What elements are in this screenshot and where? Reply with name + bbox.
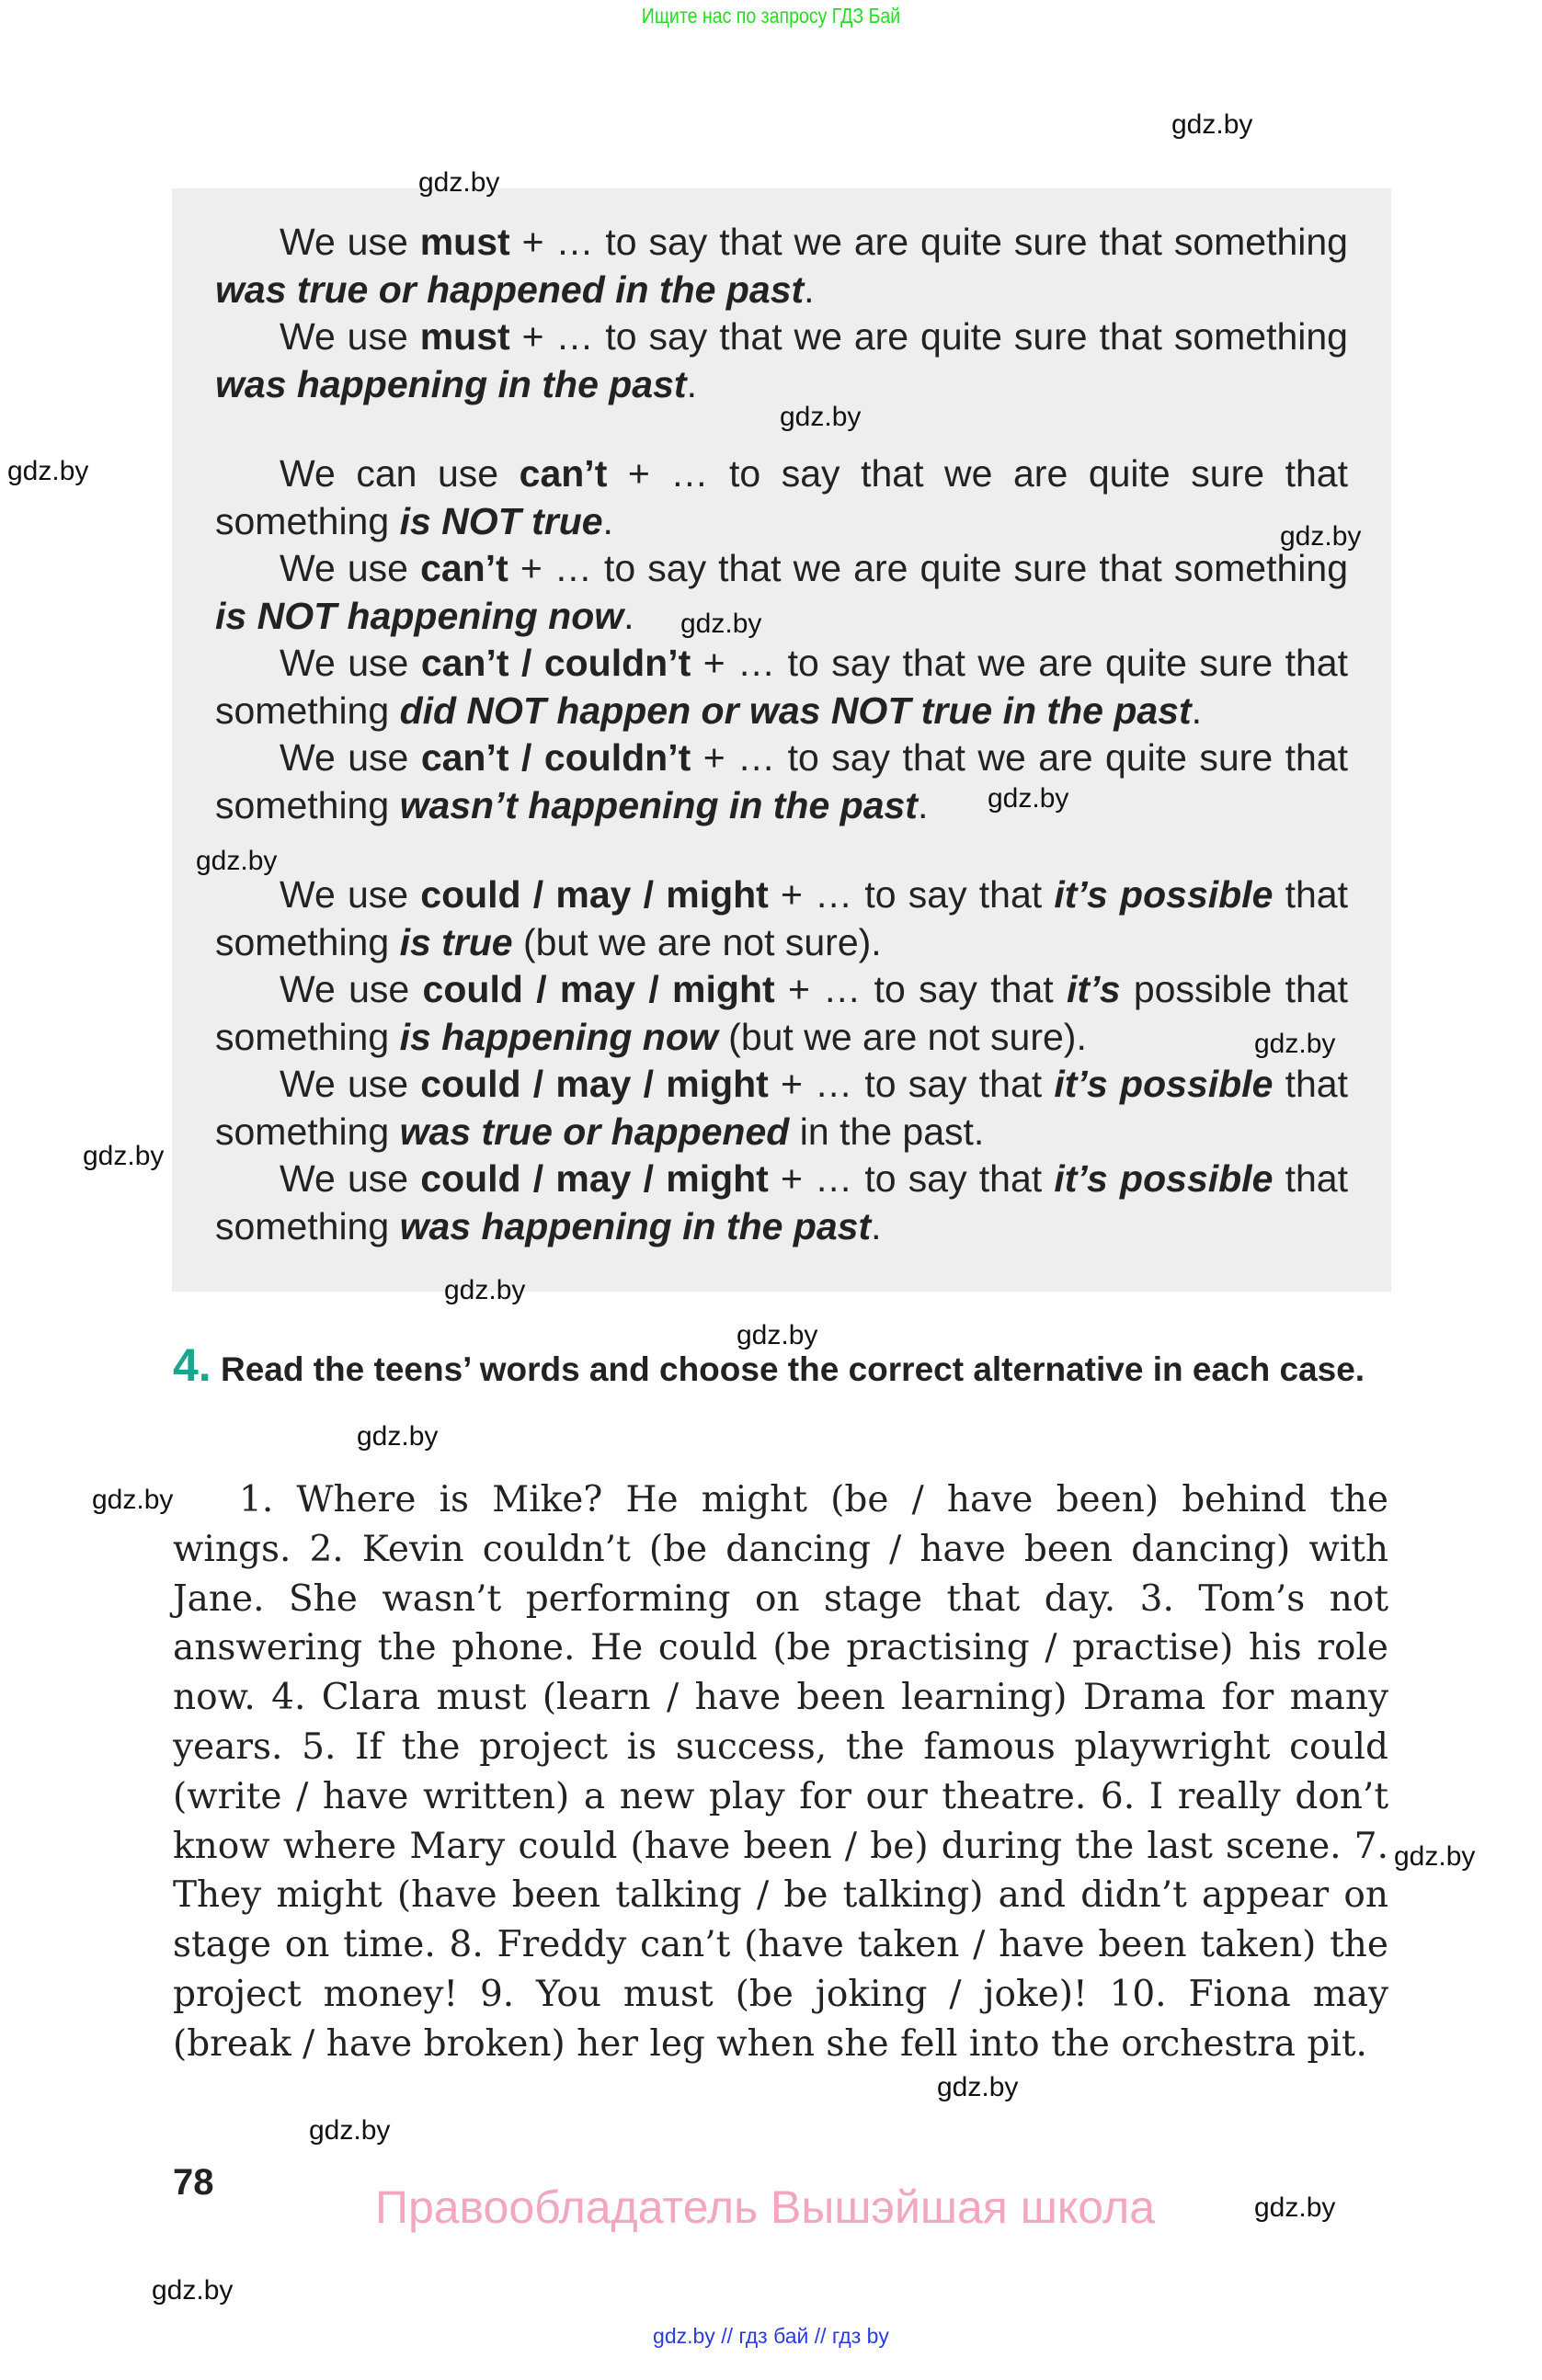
grammar-rules	[215, 219, 1348, 1250]
footer-link[interactable]: gdz.by // гдз бай // гдз by	[653, 2324, 889, 2348]
rule-paragraph	[215, 871, 1348, 966]
rule-emphasis: can’t / couldn’t	[420, 642, 691, 684]
header-note: Ищите нас по запросу ГДЗ Бай	[641, 4, 901, 28]
rule-text: We use	[280, 1157, 421, 1200]
rule-emphasis: is happening now	[399, 1015, 718, 1058]
rule-paragraph	[215, 966, 1348, 1061]
rule-text: + … to say that	[774, 968, 1067, 1010]
rule-emphasis: is true	[399, 920, 513, 963]
rule-text: We use	[280, 736, 421, 779]
rule-emphasis: must	[419, 221, 510, 263]
watermark-text: gdz.by	[309, 2115, 391, 2146]
rule-text: + … to say that	[768, 1063, 1055, 1105]
rule-text: + … to say that we are quite sure that something	[215, 452, 1348, 542]
rule-emphasis: is NOT true	[399, 499, 603, 542]
rule-emphasis: is NOT happening now	[215, 594, 624, 637]
rule-emphasis: could / may / might	[420, 1157, 769, 1200]
rule-emphasis: did NOT happen or was NOT true in the past	[399, 689, 1192, 732]
watermark-text: gdz.by	[418, 167, 500, 198]
rule-text: We use	[280, 221, 420, 263]
rule-emphasis: wasn’t happening in the past	[399, 783, 918, 826]
rule-text: + … to say that	[768, 1157, 1055, 1200]
rule-text: that something	[215, 1157, 1348, 1247]
watermark-text: gdz.by	[780, 402, 862, 432]
exercise-instruction: Read the teens’ words and choose the correct alternative in each case.	[220, 1350, 1365, 1388]
rule-text: .	[686, 362, 697, 405]
watermark-text: gdz.by	[1171, 109, 1253, 140]
rule-text: (but we are not sure).	[717, 1015, 1087, 1058]
rule-text: We use	[280, 873, 421, 916]
watermark-text: gdz.by	[1254, 2192, 1336, 2223]
watermark-text: gdz.by	[83, 1141, 165, 1171]
rule-emphasis: can’t	[420, 547, 508, 589]
rule-text: possible that something	[215, 968, 1348, 1058]
watermark-text: gdz.by	[7, 456, 89, 486]
watermark-text: gdz.by	[1254, 1029, 1336, 1059]
rule-emphasis: it’s possible	[1054, 873, 1274, 916]
watermark-text: gdz.by	[152, 2275, 234, 2306]
rule-emphasis: could / may / might	[420, 873, 769, 916]
rule-emphasis: it’s possible	[1054, 1063, 1274, 1105]
rule-text: that something	[215, 873, 1348, 963]
rule-text: that something	[215, 1063, 1348, 1153]
rule-text: + … to say that we are quite sure that something	[509, 315, 1348, 358]
rule-text: + … to say that we are quite sure that something	[508, 547, 1348, 589]
rule-text: + … to say that we are quite sure that something	[215, 642, 1348, 732]
rule-emphasis: it’s	[1067, 968, 1121, 1010]
rule-text: .	[804, 268, 815, 311]
watermark-text: gdz.by	[92, 1485, 174, 1515]
exercise-text: 1. Where is Mike? He might (be / have been) behind the wings. 2. Kevin couldn’t (be dancing / have been dancing) with Jane. She wasn’t performing on stage that day. 3. Tom’s not answering the phone. He could (be practising / practise) his role now. 4. Clara must (learn / have been learning) Drama for many years. 5. If the project is success, the famous playwright could (write / have written) a new play for our theatre. 6. I really don’t know where Mary could (have been / be) during the last scene. 7. They might (have been talking / be talking) and didn’t appear on stage on time. 8. Freddy can’t (have taken / have been taken) the project money! 9. You must (be joking / joke)! 10. Fiona may (break / have broken) her leg when she fell into the orchestra pit.	[173, 1479, 1388, 2065]
watermark-text: gdz.by	[444, 1275, 526, 1305]
watermark-text: gdz.by	[1394, 1841, 1476, 1872]
rule-text: in the past.	[789, 1110, 985, 1153]
watermark-text: gdz.by	[357, 1421, 439, 1452]
rule-text: (but we are not sure).	[512, 920, 882, 963]
watermark-text: gdz.by	[988, 783, 1069, 814]
rule-paragraph	[215, 219, 1348, 313]
copyright-watermark: Правообладатель Вышэйшая школа	[375, 2181, 1155, 2233]
rule-paragraph	[215, 450, 1348, 545]
rule-emphasis: was true or happened	[399, 1110, 790, 1153]
rule-paragraph	[215, 734, 1348, 829]
rule-paragraph	[215, 640, 1348, 734]
rule-text: + … to say that we are quite sure that something	[509, 221, 1348, 263]
watermark-text: gdz.by	[680, 609, 762, 639]
rule-text: We use	[280, 547, 421, 589]
rule-paragraph	[215, 545, 1348, 640]
rule-emphasis: can’t	[519, 452, 608, 495]
rule-emphasis: was happening in the past	[215, 362, 687, 405]
rule-paragraph	[215, 313, 1348, 408]
rule-text: We use	[280, 1063, 421, 1105]
rule-text: + … to say that	[768, 873, 1055, 916]
rule-text: We use	[280, 315, 420, 358]
rule-text: We use	[280, 642, 421, 684]
watermark-text: gdz.by	[196, 846, 278, 876]
rule-emphasis: was happening in the past	[399, 1204, 872, 1247]
rule-emphasis: must	[419, 315, 510, 358]
rule-text: + … to say that we are quite sure that something	[215, 736, 1348, 826]
watermark-text: gdz.by	[737, 1320, 818, 1350]
rule-text: We can use	[280, 452, 520, 495]
rule-paragraph	[215, 1156, 1348, 1250]
watermark-text: gdz.by	[1280, 521, 1362, 552]
rule-text: .	[623, 594, 634, 637]
rule-text: .	[871, 1204, 882, 1247]
rule-text: .	[1191, 689, 1203, 732]
rule-text: We use	[280, 968, 423, 1010]
rule-emphasis: could / may / might	[422, 968, 775, 1010]
rule-text: .	[917, 783, 929, 826]
rule-emphasis: could / may / might	[420, 1063, 769, 1105]
page-number: 78	[173, 2162, 214, 2203]
rule-emphasis: can’t / couldn’t	[420, 736, 691, 779]
rule-text: .	[602, 499, 613, 542]
exercise-number: 4.	[173, 1339, 211, 1391]
rule-emphasis: was true or happened in the past	[215, 268, 805, 311]
watermark-text: gdz.by	[937, 2072, 1019, 2102]
rule-paragraph	[215, 1061, 1348, 1156]
rule-emphasis: it’s possible	[1054, 1157, 1274, 1200]
